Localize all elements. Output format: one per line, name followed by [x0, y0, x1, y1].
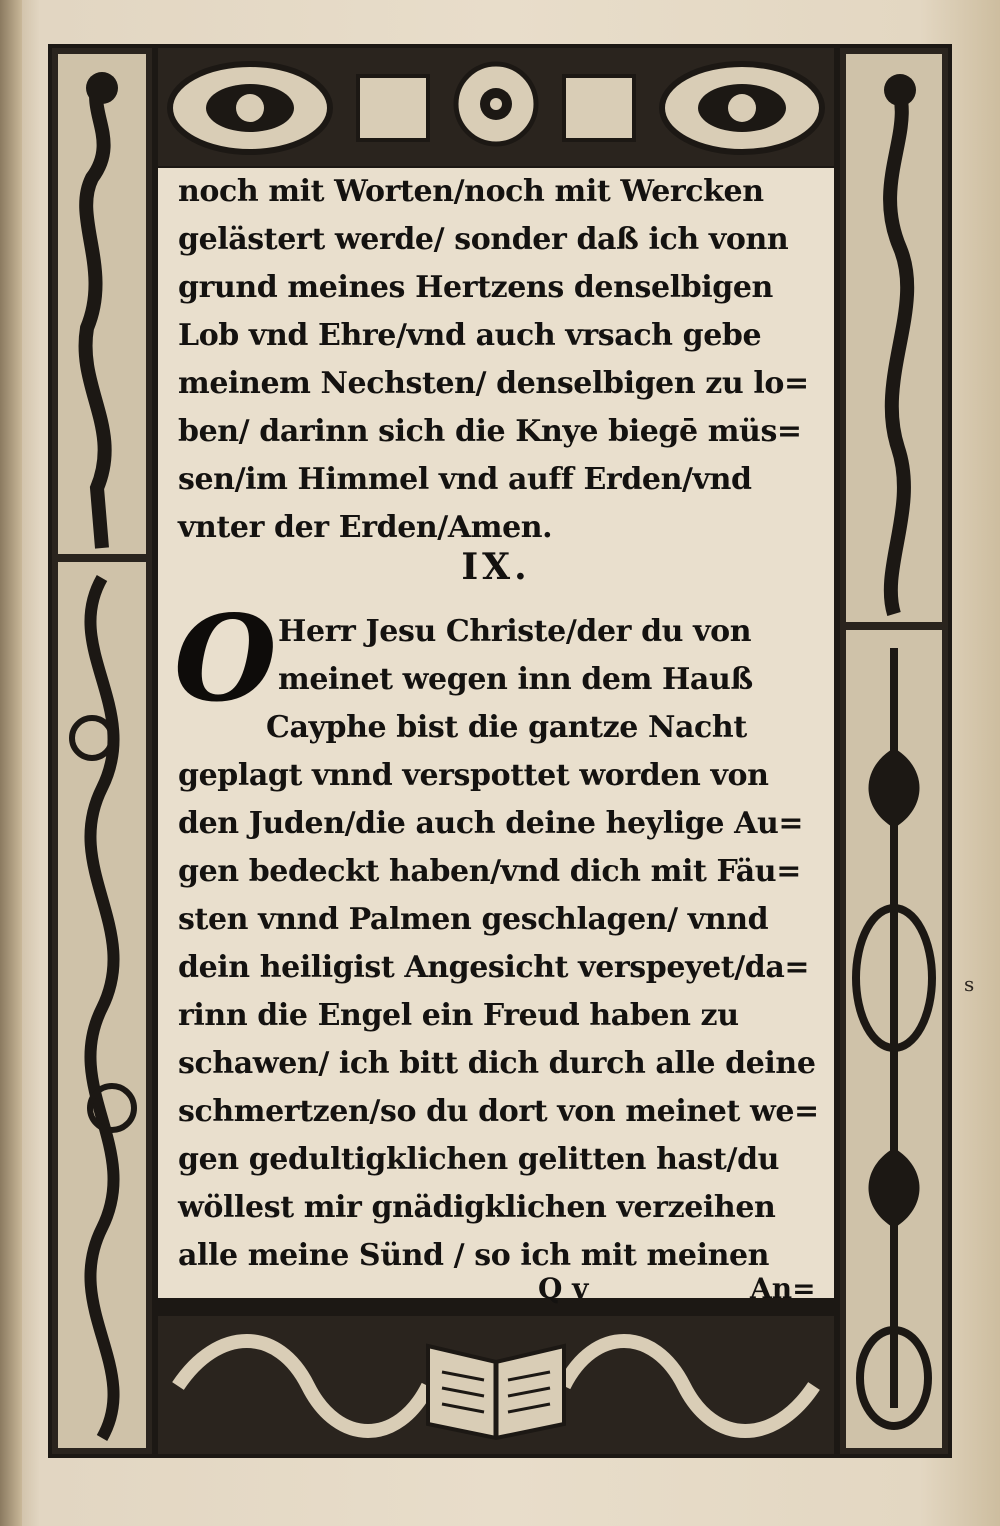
- margin-mark: s: [964, 972, 975, 996]
- text-line: geplagt vnnd verspottet worden von: [178, 758, 769, 793]
- text-line: dein heiligist Angesicht verspeyet/da=: [178, 950, 810, 985]
- text-line: den Juden/die auch deine heylige Au=: [178, 806, 804, 841]
- text-line: sen/im Himmel vnd auff Erden/vnd: [178, 462, 752, 497]
- text-line: wöllest mir gnädigklichen verzeihen: [178, 1190, 776, 1225]
- text-line: gelästert werde/ sonder daß ich vonn: [178, 222, 789, 257]
- section-heading: IX.: [461, 546, 531, 588]
- catchword: An=: [750, 1272, 816, 1305]
- border-top-panel: [158, 48, 834, 166]
- text-line: meinem Nechsten/ denselbigen zu lo=: [178, 366, 809, 401]
- text-line: noch mit Worten/noch mit Wercken: [178, 174, 764, 209]
- text-line: Herr Jesu Christe/der du von: [278, 614, 752, 649]
- text-line: sten vnnd Palmen geschlagen/ vnnd: [178, 902, 769, 937]
- text-line: meinet wegen inn dem Hauß: [278, 662, 753, 697]
- border-bottom-panel: [158, 1316, 834, 1454]
- text-line: Lob vnd Ehre/vnd auch vrsach gebe: [178, 318, 762, 353]
- book-spine: [0, 0, 22, 1526]
- border-right-panel: [840, 48, 948, 1454]
- drop-cap-initial: O: [174, 589, 277, 728]
- text-line: vnter der Erden/Amen.: [178, 510, 553, 545]
- text-line: gen bedeckt haben/vnd dich mit Fäu=: [178, 854, 801, 889]
- signature-mark: Q v: [538, 1272, 589, 1305]
- text-line: grund meines Hertzens denselbigen: [178, 270, 773, 305]
- text-line: rinn die Engel ein Freud haben zu: [178, 998, 739, 1033]
- text-line: ben/ darinn sich die Knye biegē müs=: [178, 414, 802, 449]
- text-line: alle meine Sünd / so ich mit meinen: [178, 1238, 770, 1273]
- text-line: Cayphe bist die gantze Nacht: [266, 710, 747, 745]
- text-line: schmertzen/so du dort von meinet we=: [178, 1094, 819, 1129]
- text-block: [158, 168, 834, 1305]
- page-footer: [158, 1272, 834, 1308]
- text-line: gen gedultigklichen gelitten hast/du: [178, 1142, 780, 1177]
- border-left-panel: [52, 48, 152, 1454]
- text-line: schawen/ ich bitt dich durch alle deine: [178, 1046, 816, 1081]
